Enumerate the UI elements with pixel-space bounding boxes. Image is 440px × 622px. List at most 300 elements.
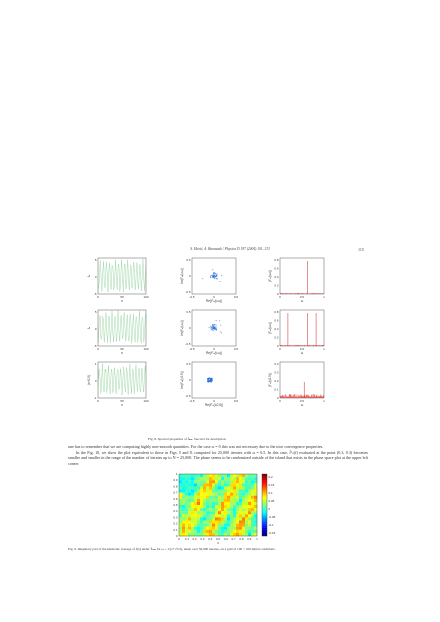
heatmap-cell (215, 474, 218, 477)
phase-point (221, 332, 222, 333)
heatmap-cell (209, 517, 212, 520)
heatmap-cell (251, 524, 254, 527)
heatmap-cell (185, 521, 188, 524)
heatmap-cell (212, 474, 215, 477)
heatmap-cell (227, 530, 230, 533)
heatmap-cell (221, 480, 224, 483)
heatmap-cell (215, 514, 218, 517)
heatmap-cell (245, 490, 248, 493)
heatmap-cell (215, 499, 218, 502)
heatmap-cell (254, 505, 257, 508)
heatmap-cell (215, 490, 218, 493)
heatmap-cell (245, 477, 248, 480)
heatmap-cell (239, 514, 242, 517)
heatmap-cell (188, 474, 191, 477)
heatmap-cell (197, 533, 200, 536)
heatmap-cell (248, 496, 251, 499)
signal-line (98, 364, 146, 395)
colorbar-segment (262, 495, 267, 497)
heatmap-cell (233, 480, 236, 483)
colorbar-segment (262, 524, 267, 526)
heatmap-cell (224, 524, 227, 527)
heatmap-cell (245, 514, 248, 517)
heatmap-cell (191, 490, 194, 493)
heatmap-cell (179, 517, 182, 520)
heatmap-cell (203, 527, 206, 530)
heatmap-ytick: 0.2 (173, 521, 178, 526)
spectrum-ytick: 0.4 (274, 275, 279, 279)
heatmap-cell (248, 527, 251, 530)
heatmap-cell (248, 474, 251, 477)
spectrum-ytick: 0 (276, 292, 279, 296)
heatmap-cell (206, 480, 209, 483)
heatmap-cell (191, 493, 194, 496)
spectrum-xtick: 1 (323, 399, 325, 403)
heatmap-cell (206, 514, 209, 517)
heatmap-cell (197, 490, 200, 493)
time-ylabel: fₙ (87, 326, 91, 330)
heatmap-cell (182, 486, 185, 489)
heatmap-ytick: 0 (175, 534, 178, 538)
heatmap-cell (233, 514, 236, 517)
heatmap-cell (224, 502, 227, 505)
heatmap-cell (194, 527, 197, 530)
heatmap-cell (218, 533, 221, 536)
heatmap-cell (224, 514, 227, 517)
heatmap-cell (218, 521, 221, 524)
heatmap-cell (182, 533, 185, 536)
colorbar-segment (262, 526, 267, 528)
heatmap-cell (227, 477, 230, 480)
heatmap-cell (215, 533, 218, 536)
heatmap-cell (245, 527, 248, 530)
phase-point (212, 326, 213, 327)
heatmap-cell (224, 499, 227, 502)
heatmap-cell (191, 477, 194, 480)
heatmap-cell (212, 496, 215, 499)
heatmap-cell (230, 477, 233, 480)
paragraph-2: In the Fig. 10, we show the plot equivalent to those in Figs. 5 and 8, computed for 25,000 iterates with ω = 0.5. In this case, f̃ᵀₙ(f) evaluated at the point (0.3, 0.3) becomes smaller and smaller in the range of the number of iterates up to N = 25,000. The phase seems to be randomized outside of the island that exists in the phase space plot at the upper left corner. (68, 449, 368, 466)
heatmap-cell (242, 480, 245, 483)
colorbar-segment (262, 530, 267, 532)
heatmap-cell (239, 496, 242, 499)
heatmap-cell (188, 524, 191, 527)
heatmap-cell (197, 477, 200, 480)
heatmap-cell (218, 505, 221, 508)
heatmap-cell (194, 480, 197, 483)
heatmap-cell (251, 502, 254, 505)
heatmap-cell (254, 511, 257, 514)
spectrum-ytick: 0.2 (274, 283, 279, 288)
phase-point (212, 380, 213, 381)
heatmap-cell (212, 499, 215, 502)
heatmap-cell (200, 530, 203, 533)
heatmap-cell (212, 505, 215, 508)
heatmap-cell (218, 493, 221, 496)
time-ylabel: fₙ (87, 274, 91, 278)
heatmap-xtick: 0.3 (200, 537, 205, 541)
heatmap-cell (239, 480, 242, 483)
heatmap-cell (221, 508, 224, 511)
heatmap-cell (215, 502, 218, 505)
figure-9 (165, 470, 285, 550)
heatmap-cell (188, 521, 191, 524)
heatmap-cell (242, 508, 245, 511)
heatmap-cell (194, 505, 197, 508)
heatmap-cell (248, 514, 251, 517)
phase-ytick: 0 (188, 326, 191, 330)
phase-point (212, 378, 213, 379)
heatmap-cell (248, 521, 251, 524)
spectrum-ylabel: |fᵀₙ(t,0.5)| (268, 373, 272, 387)
heatmap-cell (191, 508, 194, 511)
heatmap-cell (209, 521, 212, 524)
heatmap-cell (197, 493, 200, 496)
phase-point (213, 272, 214, 273)
heatmap-cell (212, 508, 215, 511)
heatmap-cell (197, 499, 200, 502)
heatmap-cell (230, 521, 233, 524)
heatmap-cell (221, 524, 224, 527)
heatmap-cell (188, 514, 191, 517)
heatmap-cell (254, 530, 257, 533)
heatmap-cell (236, 511, 239, 514)
phase-point (211, 329, 212, 330)
heatmap-xtick: 0.2 (192, 537, 197, 541)
heatmap-cell (248, 502, 251, 505)
heatmap-cell (188, 493, 191, 496)
heatmap-cell (206, 517, 209, 520)
phase-point (220, 325, 221, 326)
time-xtick: 0 (97, 347, 99, 351)
colorbar-tick: -0.15 (268, 531, 276, 535)
heatmap-cell (200, 508, 203, 511)
heatmap-cell (221, 490, 224, 493)
time-ytick: 5 (94, 310, 97, 314)
heatmap-cell (251, 486, 254, 489)
heatmap-cell (191, 524, 194, 527)
heatmap-xtick: 0.7 (231, 537, 236, 541)
heatmap-cell (239, 517, 242, 520)
heatmap-cell (191, 496, 194, 499)
heatmap-cell (203, 480, 206, 483)
phase-point (213, 274, 214, 275)
phase-xtick: 0.5 (233, 399, 239, 403)
heatmap-cell (230, 486, 233, 489)
heatmap-cell (206, 474, 209, 477)
heatmap-cell (197, 474, 200, 477)
heatmap-cell (233, 493, 236, 496)
heatmap-cell (221, 517, 224, 520)
heatmap-cell (221, 530, 224, 533)
heatmap-cell (254, 474, 257, 477)
heatmap-cell (188, 527, 191, 530)
heatmap-cell (245, 517, 248, 520)
phase-xtick: 0 (213, 295, 215, 299)
colorbar-segment (262, 515, 267, 517)
heatmap-cell (233, 533, 236, 536)
phase-ytick: -0.5 (185, 342, 191, 346)
time-ytick: 1 (94, 362, 97, 366)
heatmap-cell (197, 486, 200, 489)
heatmap-cell (227, 514, 230, 517)
heatmap-cell (182, 496, 185, 499)
heatmap-xtick: 1 (256, 537, 258, 541)
heatmap-cell (194, 502, 197, 505)
spectrum-xlabel: ω (300, 403, 304, 407)
heatmap-cell (218, 530, 221, 533)
heatmap-cell (236, 517, 239, 520)
heatmap-cell (251, 496, 254, 499)
heatmap-cell (197, 527, 200, 530)
time-xtick: 50 (120, 347, 124, 351)
heatmap-cell (254, 490, 257, 493)
heatmap-cell (233, 527, 236, 530)
heatmap-cell (215, 480, 218, 483)
heatmap-cell (191, 474, 194, 477)
heatmap-cell (224, 477, 227, 480)
heatmap-cell (248, 533, 251, 536)
heatmap-cell (179, 511, 182, 514)
heatmap-cell (242, 530, 245, 533)
heatmap-cell (203, 514, 206, 517)
heatmap-cell (215, 483, 218, 486)
heatmap-cell (227, 502, 230, 505)
heatmap-cell (254, 533, 257, 536)
phase-point (215, 326, 216, 327)
heatmap-cell (230, 496, 233, 499)
heatmap-cell (251, 514, 254, 517)
colorbar-segment (262, 474, 267, 476)
heatmap-cell (224, 496, 227, 499)
heatmap-cell (221, 474, 224, 477)
heatmap-cell (209, 477, 212, 480)
heatmap-cell (194, 483, 197, 486)
phase-point (210, 327, 211, 328)
heatmap-cell (179, 486, 182, 489)
heatmap-cell (236, 521, 239, 524)
phase-point (213, 327, 214, 328)
time-panel-frame (98, 258, 146, 294)
heatmap-cell (236, 505, 239, 508)
spectrum-ytick: 0.6 (274, 266, 279, 271)
heatmap-cell (248, 505, 251, 508)
heatmap-cell (191, 505, 194, 508)
figure-8-caption: Fig. 8. Spectral properties of f̃ₙₘ. See text for description. (148, 437, 227, 441)
spectrum-ytick: 0 (276, 344, 279, 348)
heatmap-cell (182, 493, 185, 496)
heatmap-cell (203, 505, 206, 508)
heatmap-cell (203, 486, 206, 489)
spectrum-xtick: 1 (323, 347, 325, 351)
heatmap-cell (239, 530, 242, 533)
spectrum-ytick: 0.8 (274, 258, 279, 262)
heatmap-cell (200, 490, 203, 493)
heatmap-cell (236, 474, 239, 477)
heatmap-cell (233, 477, 236, 480)
phase-point (212, 269, 213, 270)
spectrum-panel-frame (280, 362, 324, 398)
heatmap-cell (218, 502, 221, 505)
heatmap-cell (218, 527, 221, 530)
heatmap-cell (221, 493, 224, 496)
heatmap-cell (200, 533, 203, 536)
time-xtick: 50 (120, 295, 124, 299)
heatmap-cell (200, 505, 203, 508)
heatmap-cell (254, 486, 257, 489)
heatmap-cell (194, 477, 197, 480)
heatmap-cell (233, 508, 236, 511)
heatmap-cell (230, 480, 233, 483)
heatmap-cell (221, 511, 224, 514)
heatmap-cell (227, 521, 230, 524)
heatmap-cell (209, 511, 212, 514)
heatmap-cell (209, 474, 212, 477)
heatmap-cell (254, 517, 257, 520)
heatmap-cell (254, 508, 257, 511)
heatmap-cell (206, 499, 209, 502)
spectrum-xtick: 0 (279, 399, 281, 403)
phase-point (215, 273, 216, 274)
heatmap-cell (245, 511, 248, 514)
heatmap-cell (197, 514, 200, 517)
spectrum-xlabel: ω (300, 351, 304, 355)
heatmap-cell (188, 499, 191, 502)
heatmap-cell (194, 493, 197, 496)
heatmap-cell (224, 511, 227, 514)
phase-point (216, 275, 217, 276)
heatmap-cell (209, 496, 212, 499)
spectrum-xtick: 0.5 (299, 347, 305, 351)
heatmap-cell (206, 493, 209, 496)
heatmap-cell (179, 496, 182, 499)
time-ytick: -1 (93, 396, 97, 400)
heatmap-cell (218, 517, 221, 520)
phase-point (214, 273, 215, 274)
heatmap-cell (224, 493, 227, 496)
time-xtick: 100 (143, 295, 149, 299)
phase-point (212, 325, 213, 326)
heatmap-cell (245, 521, 248, 524)
heatmap-cell (188, 502, 191, 505)
heatmap-cell (251, 533, 254, 536)
heatmap-cell (206, 502, 209, 505)
colorbar-tick: 0 (268, 507, 271, 511)
colorbar-segment (262, 476, 267, 478)
heatmap-cell (179, 490, 182, 493)
heatmap-cell (185, 508, 188, 511)
heatmap-cell (194, 517, 197, 520)
heatmap-cell (215, 524, 218, 527)
colorbar-segment (262, 505, 267, 507)
spectrum-ytick: 0.2 (274, 379, 279, 383)
heatmap-cell (251, 530, 254, 533)
phase-point (211, 328, 212, 329)
heatmap-cell (200, 514, 203, 517)
phase-xlabel: Re(fᵀₙ(t,ω)) (205, 351, 223, 355)
heatmap-cell (188, 486, 191, 489)
phase-point (214, 278, 215, 279)
heatmap-cell (194, 499, 197, 502)
phase-xtick: -0.5 (189, 399, 195, 403)
heatmap-cell (182, 480, 185, 483)
heatmap-cell (230, 502, 233, 505)
heatmap-cell (236, 524, 239, 527)
heatmap-cell (200, 521, 203, 524)
heatmap-xtick: 0 (178, 537, 180, 541)
heatmap-cell (218, 477, 221, 480)
heatmap-cell (230, 493, 233, 496)
phase-point (213, 330, 214, 331)
heatmap-cell (245, 505, 248, 508)
heatmap-cell (236, 514, 239, 517)
heatmap-cell (254, 521, 257, 524)
colorbar-segment (262, 532, 267, 534)
heatmap-cell (245, 496, 248, 499)
heatmap-cell (221, 527, 224, 530)
heatmap-cell (245, 533, 248, 536)
page-number: 115 (358, 247, 364, 252)
heatmap-cell (188, 490, 191, 493)
heatmap-cell (236, 508, 239, 511)
heatmap-cell (212, 493, 215, 496)
heatmap-cell (215, 496, 218, 499)
heatmap-xtick: 0.4 (208, 537, 213, 541)
heatmap-cell (245, 483, 248, 486)
phase-point (211, 275, 212, 276)
heatmap-cell (209, 527, 212, 530)
phase-panel-frame (192, 362, 236, 398)
heatmap-xlabel: x (217, 541, 219, 545)
heatmap-cell (251, 499, 254, 502)
heatmap-cell (194, 524, 197, 527)
phase-point (208, 380, 209, 381)
heatmap-cell (245, 508, 248, 511)
heatmap-cell (185, 480, 188, 483)
time-xtick: 100 (143, 399, 149, 403)
colorbar-segment (262, 484, 267, 486)
heatmap-cell (188, 505, 191, 508)
heatmap-cell (206, 511, 209, 514)
heatmap-cell (239, 511, 242, 514)
heatmap-cell (251, 511, 254, 514)
heatmap-cell (215, 511, 218, 514)
heatmap-cell (185, 502, 188, 505)
phase-point (214, 329, 215, 330)
colorbar-segment (262, 522, 267, 524)
phase-point (217, 279, 218, 280)
heatmap-cell (218, 480, 221, 483)
heatmap-cell (212, 483, 215, 486)
heatmap-cell (206, 533, 209, 536)
colorbar-segment (262, 511, 267, 513)
heatmap-cell (191, 521, 194, 524)
heatmap-cell (248, 480, 251, 483)
heatmap-cell (182, 527, 185, 530)
phase-point (221, 275, 222, 276)
heatmap-cell (224, 483, 227, 486)
heatmap-cell (203, 483, 206, 486)
heatmap-xtick: 0.6 (223, 537, 228, 541)
spectrum-ytick: 0.8 (274, 310, 279, 314)
heatmap-cell (254, 524, 257, 527)
colorbar-segment (262, 478, 267, 480)
heatmap-cell (233, 524, 236, 527)
heatmap-cell (179, 521, 182, 524)
heatmap-cell (251, 474, 254, 477)
heatmap-cell (179, 477, 182, 480)
phase-point (210, 276, 211, 277)
